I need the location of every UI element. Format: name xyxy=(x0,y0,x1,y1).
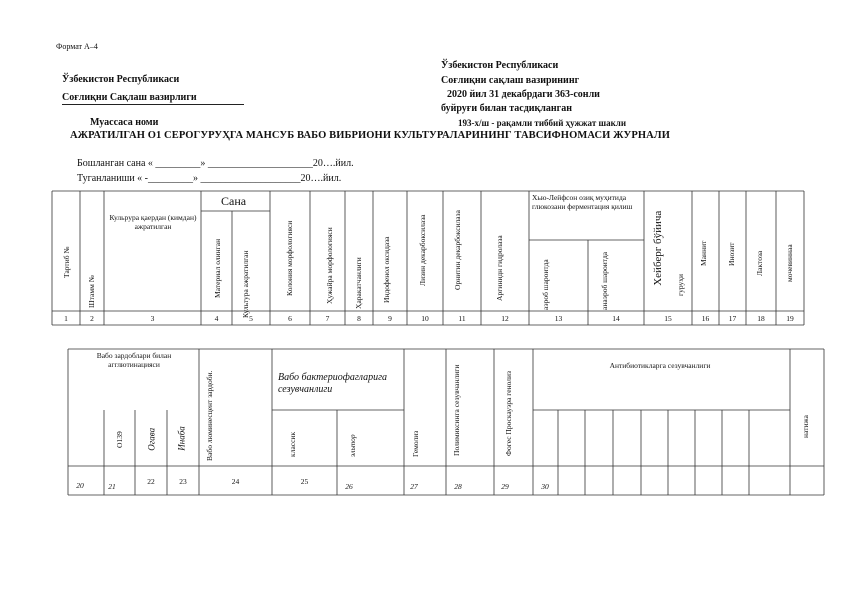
table2-col-number: 27 xyxy=(410,482,418,491)
table1-col-number: 2 xyxy=(90,314,94,323)
left-header-country: Ўзбекистон Республикаси xyxy=(62,74,180,85)
table1-col-number: 14 xyxy=(612,314,620,323)
right-header-order: 2020 йил 31 декабрдаги 363-сонли xyxy=(447,89,600,100)
col-aerobic: аэроб шароитда xyxy=(541,259,551,310)
table2-col-number: 26 xyxy=(345,482,353,491)
table2-col-number: 21 xyxy=(108,482,116,491)
left-header-ministry: Соғлиқни Сақлаш вазирлиги xyxy=(62,92,197,103)
table1-col-number: 16 xyxy=(701,314,710,323)
col-order-number: Тартиб № xyxy=(62,246,72,278)
table2-col-number: 30 xyxy=(541,482,549,491)
start-date-line: Бошланган сана « _________» _____________________20….йил. xyxy=(77,158,354,169)
table1-col-number: 9 xyxy=(388,314,392,323)
col-arginine-hydrolase: Аргинидн гидролаза xyxy=(495,235,505,301)
col-lactose: Лактоза xyxy=(755,250,765,276)
col-colony-morphology: Колония морфологияси xyxy=(285,220,295,296)
col-culture-source: Кульрура қаердан (кимдан) ажратилган xyxy=(109,213,197,231)
table1-col-number: 4 xyxy=(214,314,219,323)
group-hugh-leifson: Хью-Лейфсон озиқ муҳитида глюкозани ферментация қилиш xyxy=(532,193,633,211)
col-ogava: Огава xyxy=(146,427,157,451)
col-result: натижа xyxy=(801,414,811,438)
document-title: АЖРАТИЛГАН О1 СЕРОГУРУҲГА МАНСУБ ВАБО ВИБРИОНИ КУЛЬТУРАЛАРИНИНГ ТАВСИФНОМАСИ ЖУРНАЛИ xyxy=(70,130,670,141)
col-hemolysis: Гемолиз xyxy=(411,430,421,457)
table1-col-number: 1 xyxy=(64,314,68,323)
table1-col-number: 7 xyxy=(325,314,330,323)
right-header-approved: буйруғи билан тасдиқланган xyxy=(441,103,572,114)
col-inositol: Инозит xyxy=(727,242,737,266)
col-strain-number: Штамм № xyxy=(87,275,97,308)
right-header-form-number: 193-х/ш - рақамли тиббий ҳужжат шакли xyxy=(458,118,627,128)
col-o139: О139 xyxy=(115,431,125,448)
table2-col-number: 22 xyxy=(147,477,155,486)
col-lysine-decarboxylase: Лизин декарбоксилаза xyxy=(418,214,428,286)
table2-col-number: 28 xyxy=(454,482,462,491)
col-heiberg-group: гуруҳи xyxy=(676,273,686,296)
table2-col-number: 24 xyxy=(231,477,240,486)
col-inaba: Инаба xyxy=(176,426,187,451)
table1-col-number: 15 xyxy=(664,314,672,323)
col-ornithine-decarboxylase: Орнитин декарбоксилаза xyxy=(453,210,463,290)
table1-col-number: 6 xyxy=(288,314,292,323)
table1-col-number: 3 xyxy=(150,314,155,323)
end-date-line: Туганланиши « -_________» ____________________20….йил. xyxy=(77,173,342,184)
col-classic: классик xyxy=(288,431,298,457)
col-motility: Ҳаракатчанлиги xyxy=(354,257,364,309)
table1-col-number: 19 xyxy=(786,314,794,323)
table2-col-number: 25 xyxy=(300,477,309,486)
col-eltor: эльтор xyxy=(348,434,358,457)
col-anaerobic: анаэроб шароитда xyxy=(600,251,610,310)
table1-col-number: 18 xyxy=(757,314,765,323)
col-urea: мочевиннаа xyxy=(785,244,795,282)
right-header-country: Ўзбекистон Республикаси xyxy=(441,60,559,71)
col-voges-proskauer: Фогес Проскауэра генолиз xyxy=(504,371,514,456)
col-cell-morphology: Ҳужайра морфологияси xyxy=(325,227,335,304)
col-heiberg: Хейберг бўйича xyxy=(652,210,665,286)
group-date: Сана xyxy=(221,194,247,208)
org-name-label: Муассаса номи xyxy=(90,117,159,128)
table2-col-number: 23 xyxy=(179,477,187,486)
group-vibrio-serum-agglutination: Вабо зардоблари билан агглютинацияси xyxy=(96,351,172,369)
table1-col-number: 8 xyxy=(357,314,361,323)
col-luminescent-serum: Вабо люминесцент зардоби. xyxy=(205,370,215,461)
group-antibiotic-sensitivity: Антибиотикларга сезувчанлиги xyxy=(609,361,711,370)
table2-col-number: 29 xyxy=(501,482,509,491)
col-culture-date: Культура ажратилган xyxy=(241,250,251,318)
table1-col-number: 11 xyxy=(458,314,466,323)
col-indophenol-oxidase: Индофенол оксидаза xyxy=(382,236,392,303)
format-label: Формат А–4 xyxy=(56,42,98,51)
table2-col-number: 20 xyxy=(76,481,84,490)
col-mannitol: Маннит xyxy=(699,240,709,266)
right-header-ministry: Соғлиқни сақлаш вазирининг xyxy=(441,75,580,86)
col-polymyxin-sensitivity: Полимиксинга сезувчанлиги xyxy=(452,364,462,456)
table1-col-number: 12 xyxy=(501,314,509,323)
group-bacteriophage-sensitivity: Вабо бактериофагларига сезувчанлиги xyxy=(278,372,387,395)
table1-col-number: 13 xyxy=(554,314,563,323)
table1-col-number: 5 xyxy=(249,314,253,323)
table1-col-number: 10 xyxy=(421,314,429,323)
col-sample-date: Материал олинган xyxy=(213,238,223,298)
table1-col-number: 17 xyxy=(728,314,737,323)
